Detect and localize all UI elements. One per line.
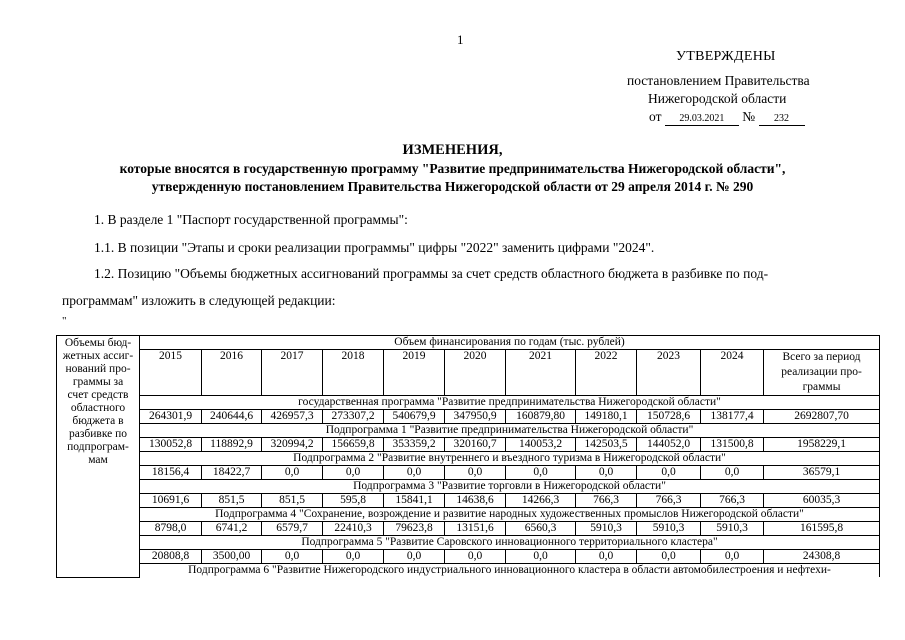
- year-value-cell: 160879,80: [506, 410, 576, 424]
- year-value-cell: 5910,3: [576, 522, 637, 536]
- year-value-cell: 273307,2: [323, 410, 384, 424]
- section-values-row: [57, 494, 880, 508]
- year-value-cell: 142503,5: [576, 438, 637, 452]
- section-title-cell: Подпрограмма 3 "Развитие торговли в Нижегородской области": [140, 480, 880, 494]
- side-header-line: областного: [70, 402, 126, 414]
- side-header-line: Объемы бюд-: [64, 337, 132, 349]
- year-value-cell: 0,0: [384, 550, 445, 564]
- year-value-cell: 131500,8: [701, 438, 764, 452]
- year-value-cell: 6579,7: [262, 522, 323, 536]
- year-header-cell: 2024: [701, 350, 764, 396]
- section-title-cell: государственная программа "Развитие предпринимательства Нижегородской области": [140, 396, 880, 410]
- side-header-line: счет средств: [67, 389, 129, 401]
- year-value-cell: 0,0: [384, 466, 445, 480]
- year-header-cell: 2015: [140, 350, 202, 396]
- year-header-cell: 2019: [384, 350, 445, 396]
- total-header-cell: Всего за период реализации про-граммы: [764, 350, 880, 396]
- year-value-cell: 3500,00: [202, 550, 262, 564]
- side-header-line: мам: [88, 454, 108, 466]
- year-value-cell: 540679,9: [384, 410, 445, 424]
- year-value-cell: 0,0: [323, 550, 384, 564]
- year-value-cell: 156659,8: [323, 438, 384, 452]
- section-values-row: [57, 550, 880, 564]
- year-value-cell: 0,0: [445, 466, 506, 480]
- section-title-row: [57, 424, 880, 438]
- year-value-cell: 5910,3: [701, 522, 764, 536]
- year-value-cell: 149180,1: [576, 410, 637, 424]
- year-value-cell: 0,0: [701, 466, 764, 480]
- year-value-cell: 0,0: [576, 550, 637, 564]
- year-header-cell: 2023: [637, 350, 701, 396]
- section-values-row: [57, 466, 880, 480]
- section-values-row: [57, 438, 880, 452]
- year-value-cell: 595,8: [323, 494, 384, 508]
- side-header-line: разбивке по: [68, 428, 128, 440]
- year-value-cell: 426957,3: [262, 410, 323, 424]
- year-value-cell: 8798,0: [140, 522, 202, 536]
- year-value-cell: 0,0: [506, 466, 576, 480]
- year-value-cell: 6560,3: [506, 522, 576, 536]
- opening-quote: ": [62, 315, 67, 327]
- paragraph-1-2-line-1: 1.2. Позицию "Объемы бюджетных ассигнований программы за счет средств областного бюджета в разбивке по под-: [94, 266, 769, 281]
- total-value-cell: 24308,8: [764, 550, 880, 564]
- year-value-cell: 347950,9: [445, 410, 506, 424]
- year-value-cell: 15841,1: [384, 494, 445, 508]
- year-value-cell: 10691,6: [140, 494, 202, 508]
- section-title-row: [57, 452, 880, 466]
- year-value-cell: 140053,2: [506, 438, 576, 452]
- year-value-cell: 240644,6: [202, 410, 262, 424]
- section-title-cell: Подпрограмма 5 "Развитие Саровского инновационного территориального кластера": [140, 536, 880, 550]
- year-value-cell: 264301,9: [140, 410, 202, 424]
- financing-header: Объем финансирования по годам (тыс. рублей): [140, 336, 880, 350]
- year-header-cell: 2017: [262, 350, 323, 396]
- side-header-cell: [57, 336, 140, 578]
- year-value-cell: 150728,6: [637, 410, 701, 424]
- table-header-row: [57, 336, 880, 350]
- year-value-cell: 0,0: [262, 466, 323, 480]
- section-title-cell: Подпрограмма 1 "Развитие предпринимательства Нижегородской области": [140, 424, 880, 438]
- section-title-row: [57, 564, 880, 578]
- side-header-line: граммы за: [72, 376, 124, 388]
- section-values-row: [57, 410, 880, 424]
- year-value-cell: 851,5: [202, 494, 262, 508]
- approval-date-line: [649, 109, 805, 126]
- budget-table: [56, 335, 880, 578]
- total-value-cell: 2692807,70: [764, 410, 880, 424]
- year-value-cell: 130052,8: [140, 438, 202, 452]
- year-value-cell: 5910,3: [637, 522, 701, 536]
- approval-line-1: постановлением Правительства: [627, 73, 810, 88]
- total-value-cell: 1958229,1: [764, 438, 880, 452]
- document-subtitle-line-1: которые вносятся в государственную программу "Развитие предпринимательства Нижегородской области",: [119, 161, 786, 176]
- year-value-cell: 14638,6: [445, 494, 506, 508]
- approval-from-label: от: [649, 109, 662, 124]
- year-value-cell: 0,0: [323, 466, 384, 480]
- approval-number: 232: [759, 113, 805, 126]
- document-title: ИЗМЕНЕНИЯ,: [402, 142, 503, 158]
- year-value-cell: 353359,2: [384, 438, 445, 452]
- year-value-cell: 766,3: [701, 494, 764, 508]
- year-header-cell: 2022: [576, 350, 637, 396]
- year-header-cell: 2016: [202, 350, 262, 396]
- year-value-cell: 144052,0: [637, 438, 701, 452]
- approval-heading: УТВЕРЖДЕНЫ: [676, 49, 776, 64]
- year-value-cell: 0,0: [506, 550, 576, 564]
- year-value-cell: 0,0: [576, 466, 637, 480]
- side-header-line: подпрограм-: [67, 441, 129, 453]
- side-header-line: бюджета в: [72, 415, 124, 427]
- section-title-cell: Подпрограмма 4 "Сохранение, возрождение и развитие народных художественных промыслов Нижегородской области": [140, 508, 880, 522]
- document-subtitle-line-2: утвержденную постановлением Правительства Нижегородской области от 29 апреля 2014 г. № 290: [151, 179, 754, 194]
- total-value-cell: 60035,3: [764, 494, 880, 508]
- year-value-cell: 18422,7: [202, 466, 262, 480]
- year-value-cell: 6741,2: [202, 522, 262, 536]
- years-row: [57, 350, 880, 396]
- year-value-cell: 13151,6: [445, 522, 506, 536]
- side-header-line: нований про-: [65, 363, 131, 375]
- year-value-cell: 0,0: [445, 550, 506, 564]
- year-value-cell: 14266,3: [506, 494, 576, 508]
- year-value-cell: 118892,9: [202, 438, 262, 452]
- section-values-row: [57, 522, 880, 536]
- year-value-cell: 20808,8: [140, 550, 202, 564]
- section-title-row: [57, 480, 880, 494]
- year-value-cell: 22410,3: [323, 522, 384, 536]
- year-value-cell: 79623,8: [384, 522, 445, 536]
- year-value-cell: 18156,4: [140, 466, 202, 480]
- section-title-row: [57, 396, 880, 410]
- year-value-cell: 0,0: [637, 466, 701, 480]
- year-header-cell: 2018: [323, 350, 384, 396]
- page-number: 1: [457, 32, 464, 47]
- year-value-cell: 766,3: [576, 494, 637, 508]
- year-header-cell: 2021: [506, 350, 576, 396]
- paragraph-1: 1. В разделе 1 "Паспорт государственной программы":: [94, 212, 408, 227]
- total-value-cell: 36579,1: [764, 466, 880, 480]
- paragraph-1-2-line-2: программам" изложить в следующей редакции:: [62, 293, 336, 308]
- section-title-cell: Подпрограмма 2 "Развитие внутреннего и въездного туризма в Нижегородской области": [140, 452, 880, 466]
- paragraph-1-1: 1.1. В позиции "Этапы и сроки реализации программы" цифры "2022" заменить цифрами "2024".: [94, 240, 655, 255]
- approval-number-label: №: [742, 109, 756, 124]
- year-value-cell: 320994,2: [262, 438, 323, 452]
- side-header-line: жетных ассиг-: [62, 350, 134, 362]
- section-title-cell: Подпрограмма 6 "Развитие Нижегородского индустриального инновационного кластера в области автомобилестроения и нефтехи-: [140, 564, 880, 578]
- total-value-cell: 161595,8: [764, 522, 880, 536]
- year-value-cell: 320160,7: [445, 438, 506, 452]
- year-header-cell: 2020: [445, 350, 506, 396]
- year-value-cell: 766,3: [637, 494, 701, 508]
- year-value-cell: 851,5: [262, 494, 323, 508]
- approval-line-2: Нижегородской области: [648, 91, 787, 106]
- section-title-row: [57, 508, 880, 522]
- year-value-cell: 0,0: [262, 550, 323, 564]
- year-value-cell: 0,0: [701, 550, 764, 564]
- section-title-row: [57, 536, 880, 550]
- year-value-cell: 0,0: [637, 550, 701, 564]
- year-value-cell: 138177,4: [701, 410, 764, 424]
- approval-date: 29.03.2021: [665, 113, 739, 126]
